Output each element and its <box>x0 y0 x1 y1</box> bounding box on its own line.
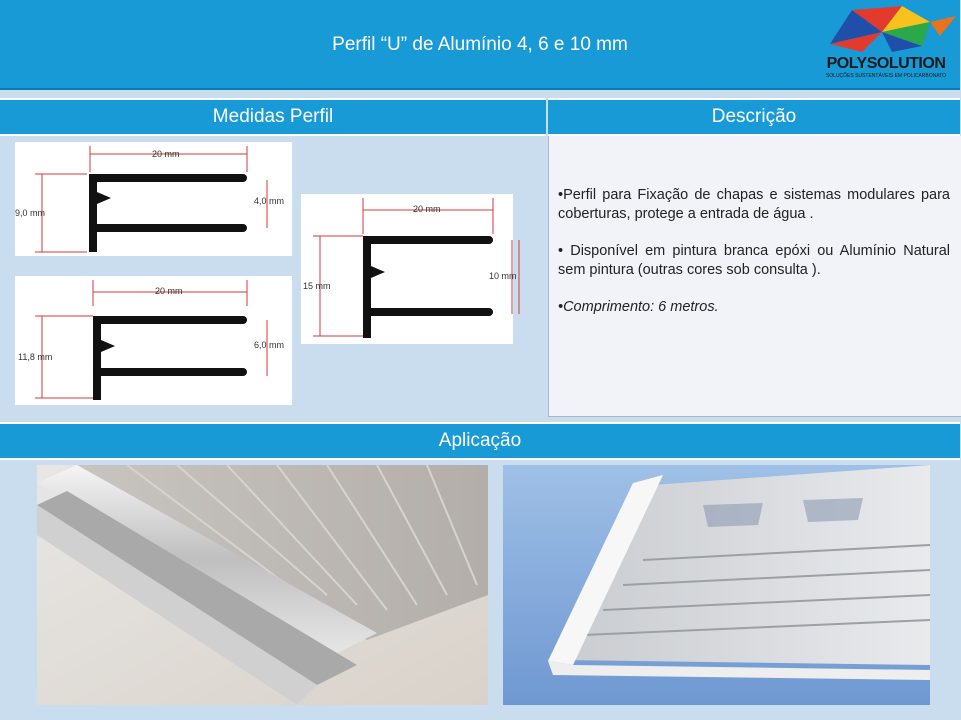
logo-wordmark: POLYSOLUTION <box>826 55 946 72</box>
profile-diagram-10mm <box>301 194 517 344</box>
header-descricao: Descrição <box>548 98 960 136</box>
diagram-width-label: 20 mm <box>152 149 180 159</box>
diagram-height-label: 11,8 mm <box>18 352 53 362</box>
diagram-gap-label: 10 mm <box>489 271 517 281</box>
header-medidas-perfil: Medidas Perfil <box>0 98 546 136</box>
application-photo-white-profile <box>503 465 930 705</box>
application-photo-natural-aluminium <box>37 465 488 705</box>
diagram-gap-label: 6,0 mm <box>254 340 285 350</box>
diagram-width-label: 20 mm <box>413 204 441 214</box>
logo-tagline: SOLUÇÕES SUSTENTÁVEIS EM POLICARBONATO <box>825 73 947 79</box>
description-item-fixation: •Perfil para Fixação de chapas e sistemas modulares para coberturas, protege a entrada de água . <box>558 187 950 222</box>
description-item-finish: • Disponível em pintura branca epóxi ou Alumínio Natural sem pintura (outras cores sob consulta ). <box>558 243 950 278</box>
diagram-gap-label: 4,0 mm <box>254 196 285 206</box>
profile-diagram-4mm <box>15 142 292 256</box>
diagram-height-label: 15 mm <box>303 281 331 291</box>
description-item-length: •Comprimento: 6 metros. <box>558 299 719 315</box>
header-aplicacao: Aplicação <box>0 422 960 460</box>
profile-diagram-6mm <box>15 276 292 405</box>
diagram-width-label: 20 mm <box>155 286 183 296</box>
page-title: Perfil “U” de Alumínio 4, 6 e 10 mm <box>332 34 628 55</box>
description-text <box>558 186 950 335</box>
diagram-height-label: 9,0 mm <box>15 208 46 218</box>
